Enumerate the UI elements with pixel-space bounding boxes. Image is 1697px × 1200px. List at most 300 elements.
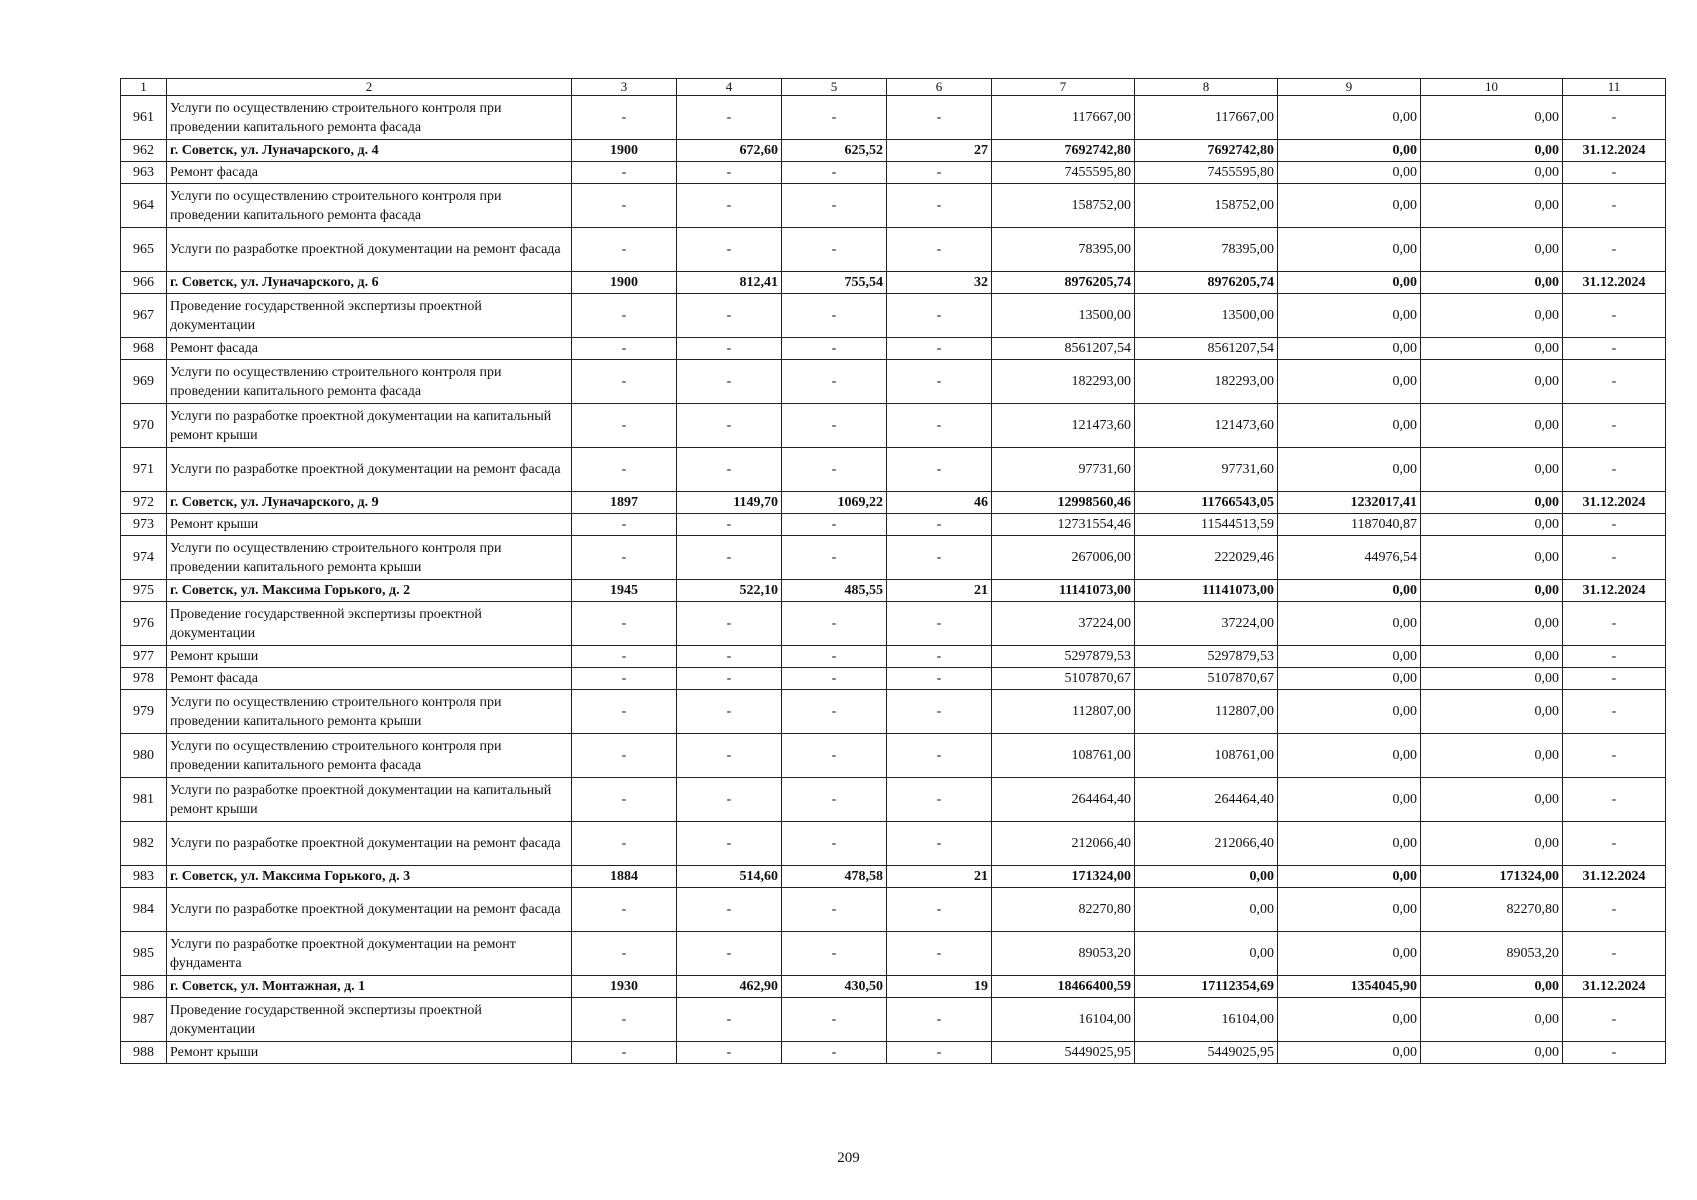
name-cell: Услуги по осуществлению строительного контроля при проведении капитального ремонта фасада: [167, 96, 572, 140]
col6-cell: 32: [887, 272, 992, 294]
col4-cell: -: [677, 690, 782, 734]
col7-cell: 37224,00: [992, 602, 1135, 646]
col6-cell: -: [887, 448, 992, 492]
col5-cell: -: [782, 998, 887, 1042]
col6-cell: 27: [887, 140, 992, 162]
year-cell: -: [572, 690, 677, 734]
col6-cell: -: [887, 734, 992, 778]
row-number-cell: 967: [121, 294, 167, 338]
row-number-cell: 984: [121, 888, 167, 932]
col6-cell: -: [887, 294, 992, 338]
date-cell: 31.12.2024: [1563, 492, 1666, 514]
col7-cell: 267006,00: [992, 536, 1135, 580]
col6-cell: -: [887, 888, 992, 932]
col10-cell: 0,00: [1421, 492, 1563, 514]
col8-cell: 8976205,74: [1135, 272, 1278, 294]
col4-cell: -: [677, 338, 782, 360]
col9-cell: 1354045,90: [1278, 976, 1421, 998]
address-row: [121, 976, 1666, 998]
col9-cell: 44976,54: [1278, 536, 1421, 580]
name-cell: г. Советск, ул. Луначарского, д. 4: [167, 140, 572, 162]
col5-cell: -: [782, 1042, 887, 1064]
col5-cell: -: [782, 162, 887, 184]
col9-cell: 0,00: [1278, 338, 1421, 360]
date-cell: -: [1563, 822, 1666, 866]
col4-cell: 812,41: [677, 272, 782, 294]
col10-cell: 0,00: [1421, 140, 1563, 162]
col5-cell: -: [782, 646, 887, 668]
col6-cell: 21: [887, 580, 992, 602]
address-row: [121, 580, 1666, 602]
col9-cell: 0,00: [1278, 140, 1421, 162]
col10-cell: 0,00: [1421, 668, 1563, 690]
col8-cell: 13500,00: [1135, 294, 1278, 338]
row-number-cell: 973: [121, 514, 167, 536]
col5-cell: 485,55: [782, 580, 887, 602]
year-cell: -: [572, 228, 677, 272]
col4-cell: -: [677, 294, 782, 338]
col8-cell: 108761,00: [1135, 734, 1278, 778]
year-cell: -: [572, 184, 677, 228]
row-number-cell: 985: [121, 932, 167, 976]
col6-cell: -: [887, 536, 992, 580]
col7-cell: 8561207,54: [992, 338, 1135, 360]
name-cell: Проведение государственной экспертизы проектной документации: [167, 294, 572, 338]
header-cell-7: 7: [992, 79, 1135, 96]
col5-cell: 1069,22: [782, 492, 887, 514]
name-cell: Услуги по осуществлению строительного контроля при проведении капитального ремонта крыши: [167, 536, 572, 580]
col7-cell: 82270,80: [992, 888, 1135, 932]
work-row: [121, 184, 1666, 228]
col9-cell: 0,00: [1278, 96, 1421, 140]
col10-cell: 0,00: [1421, 690, 1563, 734]
col7-cell: 11141073,00: [992, 580, 1135, 602]
name-cell: Услуги по разработке проектной документации на ремонт фасада: [167, 228, 572, 272]
col9-cell: 1232017,41: [1278, 492, 1421, 514]
header-cell-10: 10: [1421, 79, 1563, 96]
col6-cell: -: [887, 184, 992, 228]
col4-cell: -: [677, 448, 782, 492]
col5-cell: -: [782, 514, 887, 536]
date-cell: -: [1563, 96, 1666, 140]
table-body: [121, 79, 1666, 1064]
header-cell-4: 4: [677, 79, 782, 96]
work-row: [121, 734, 1666, 778]
col4-cell: 672,60: [677, 140, 782, 162]
col8-cell: 16104,00: [1135, 998, 1278, 1042]
col8-cell: 11141073,00: [1135, 580, 1278, 602]
address-row: [121, 866, 1666, 888]
date-cell: -: [1563, 690, 1666, 734]
col6-cell: -: [887, 778, 992, 822]
work-row: [121, 668, 1666, 690]
col9-cell: 0,00: [1278, 448, 1421, 492]
col7-cell: 264464,40: [992, 778, 1135, 822]
col8-cell: 117667,00: [1135, 96, 1278, 140]
year-cell: -: [572, 734, 677, 778]
col8-cell: 121473,60: [1135, 404, 1278, 448]
date-cell: -: [1563, 294, 1666, 338]
col9-cell: 0,00: [1278, 404, 1421, 448]
col5-cell: -: [782, 778, 887, 822]
name-cell: Ремонт фасада: [167, 162, 572, 184]
col10-cell: 0,00: [1421, 162, 1563, 184]
col10-cell: 0,00: [1421, 976, 1563, 998]
col8-cell: 0,00: [1135, 888, 1278, 932]
name-cell: г. Советск, ул. Монтажная, д. 1: [167, 976, 572, 998]
work-row: [121, 338, 1666, 360]
year-cell: -: [572, 162, 677, 184]
col5-cell: -: [782, 184, 887, 228]
row-number-cell: 974: [121, 536, 167, 580]
col5-cell: -: [782, 822, 887, 866]
col9-cell: 0,00: [1278, 272, 1421, 294]
col8-cell: 97731,60: [1135, 448, 1278, 492]
col7-cell: 5107870,67: [992, 668, 1135, 690]
col4-cell: 514,60: [677, 866, 782, 888]
name-cell: Проведение государственной экспертизы проектной документации: [167, 998, 572, 1042]
col5-cell: -: [782, 294, 887, 338]
header-cell-8: 8: [1135, 79, 1278, 96]
col4-cell: -: [677, 668, 782, 690]
col4-cell: -: [677, 96, 782, 140]
date-cell: -: [1563, 514, 1666, 536]
col7-cell: 108761,00: [992, 734, 1135, 778]
name-cell: Услуги по осуществлению строительного контроля при проведении капитального ремонта фасада: [167, 184, 572, 228]
col7-cell: 158752,00: [992, 184, 1135, 228]
header-cell-9: 9: [1278, 79, 1421, 96]
header-row: [121, 79, 1666, 96]
col8-cell: 17112354,69: [1135, 976, 1278, 998]
col4-cell: -: [677, 778, 782, 822]
col9-cell: 0,00: [1278, 1042, 1421, 1064]
col6-cell: -: [887, 228, 992, 272]
header-cell-1: 1: [121, 79, 167, 96]
col10-cell: 0,00: [1421, 448, 1563, 492]
col6-cell: 21: [887, 866, 992, 888]
col10-cell: 0,00: [1421, 998, 1563, 1042]
year-cell: -: [572, 536, 677, 580]
name-cell: Услуги по осуществлению строительного контроля при проведении капитального ремонта фасада: [167, 360, 572, 404]
col5-cell: -: [782, 228, 887, 272]
col8-cell: 5449025,95: [1135, 1042, 1278, 1064]
col7-cell: 8976205,74: [992, 272, 1135, 294]
col8-cell: 11766543,05: [1135, 492, 1278, 514]
name-cell: Ремонт фасада: [167, 338, 572, 360]
row-number-cell: 982: [121, 822, 167, 866]
col8-cell: 7455595,80: [1135, 162, 1278, 184]
name-cell: Ремонт крыши: [167, 646, 572, 668]
col9-cell: 0,00: [1278, 294, 1421, 338]
col9-cell: 0,00: [1278, 668, 1421, 690]
work-row: [121, 294, 1666, 338]
date-cell: 31.12.2024: [1563, 866, 1666, 888]
name-cell: г. Советск, ул. Максима Горького, д. 2: [167, 580, 572, 602]
year-cell: -: [572, 602, 677, 646]
col8-cell: 112807,00: [1135, 690, 1278, 734]
date-cell: 31.12.2024: [1563, 976, 1666, 998]
col6-cell: -: [887, 404, 992, 448]
header-cell-2: 2: [167, 79, 572, 96]
col10-cell: 0,00: [1421, 602, 1563, 646]
col10-cell: 0,00: [1421, 646, 1563, 668]
col9-cell: 1187040,87: [1278, 514, 1421, 536]
name-cell: Ремонт крыши: [167, 514, 572, 536]
row-number-cell: 968: [121, 338, 167, 360]
year-cell: -: [572, 294, 677, 338]
col6-cell: 46: [887, 492, 992, 514]
col8-cell: 78395,00: [1135, 228, 1278, 272]
col6-cell: -: [887, 514, 992, 536]
row-number-cell: 987: [121, 998, 167, 1042]
work-row: [121, 228, 1666, 272]
work-row: [121, 360, 1666, 404]
col7-cell: 12998560,46: [992, 492, 1135, 514]
row-number-cell: 966: [121, 272, 167, 294]
name-cell: г. Советск, ул. Максима Горького, д. 3: [167, 866, 572, 888]
col4-cell: -: [677, 646, 782, 668]
row-number-cell: 988: [121, 1042, 167, 1064]
col4-cell: 522,10: [677, 580, 782, 602]
col9-cell: 0,00: [1278, 888, 1421, 932]
work-row: [121, 932, 1666, 976]
date-cell: -: [1563, 998, 1666, 1042]
col4-cell: -: [677, 602, 782, 646]
year-cell: -: [572, 998, 677, 1042]
date-cell: -: [1563, 734, 1666, 778]
header-cell-11: 11: [1563, 79, 1666, 96]
year-cell: -: [572, 96, 677, 140]
name-cell: Услуги по разработке проектной документации на ремонт фундамента: [167, 932, 572, 976]
col4-cell: -: [677, 734, 782, 778]
row-number-cell: 980: [121, 734, 167, 778]
col5-cell: -: [782, 690, 887, 734]
date-cell: -: [1563, 602, 1666, 646]
col9-cell: 0,00: [1278, 360, 1421, 404]
col10-cell: 0,00: [1421, 272, 1563, 294]
col4-cell: 1149,70: [677, 492, 782, 514]
date-cell: -: [1563, 184, 1666, 228]
col5-cell: 755,54: [782, 272, 887, 294]
col7-cell: 78395,00: [992, 228, 1135, 272]
date-cell: -: [1563, 778, 1666, 822]
row-number-cell: 961: [121, 96, 167, 140]
page-number: 209: [837, 1150, 860, 1166]
col7-cell: 182293,00: [992, 360, 1135, 404]
date-cell: -: [1563, 404, 1666, 448]
col4-cell: -: [677, 536, 782, 580]
name-cell: г. Советск, ул. Луначарского, д. 6: [167, 272, 572, 294]
col7-cell: 171324,00: [992, 866, 1135, 888]
col5-cell: -: [782, 668, 887, 690]
name-cell: Услуги по осуществлению строительного контроля при проведении капитального ремонта крыши: [167, 690, 572, 734]
col10-cell: 0,00: [1421, 514, 1563, 536]
year-cell: 1897: [572, 492, 677, 514]
col7-cell: 117667,00: [992, 96, 1135, 140]
year-cell: -: [572, 888, 677, 932]
header-cell-5: 5: [782, 79, 887, 96]
col8-cell: 212066,40: [1135, 822, 1278, 866]
col5-cell: -: [782, 360, 887, 404]
name-cell: Услуги по разработке проектной документации на ремонт фасада: [167, 448, 572, 492]
col8-cell: 0,00: [1135, 866, 1278, 888]
date-cell: -: [1563, 162, 1666, 184]
year-cell: -: [572, 448, 677, 492]
year-cell: 1900: [572, 272, 677, 294]
col7-cell: 97731,60: [992, 448, 1135, 492]
col5-cell: 478,58: [782, 866, 887, 888]
date-cell: -: [1563, 888, 1666, 932]
col5-cell: -: [782, 536, 887, 580]
row-number-cell: 979: [121, 690, 167, 734]
col10-cell: 171324,00: [1421, 866, 1563, 888]
year-cell: 1900: [572, 140, 677, 162]
work-row: [121, 646, 1666, 668]
col10-cell: 0,00: [1421, 580, 1563, 602]
date-cell: -: [1563, 932, 1666, 976]
name-cell: Услуги по разработке проектной документации на ремонт фасада: [167, 822, 572, 866]
col6-cell: -: [887, 1042, 992, 1064]
col8-cell: 182293,00: [1135, 360, 1278, 404]
col9-cell: 0,00: [1278, 580, 1421, 602]
year-cell: -: [572, 822, 677, 866]
row-number-cell: 970: [121, 404, 167, 448]
col8-cell: 222029,46: [1135, 536, 1278, 580]
col7-cell: 18466400,59: [992, 976, 1135, 998]
col8-cell: 5297879,53: [1135, 646, 1278, 668]
row-number-cell: 965: [121, 228, 167, 272]
col9-cell: 0,00: [1278, 602, 1421, 646]
work-row: [121, 536, 1666, 580]
col7-cell: 212066,40: [992, 822, 1135, 866]
row-number-cell: 971: [121, 448, 167, 492]
col7-cell: 13500,00: [992, 294, 1135, 338]
col4-cell: -: [677, 932, 782, 976]
col7-cell: 7692742,80: [992, 140, 1135, 162]
col4-cell: -: [677, 404, 782, 448]
date-cell: -: [1563, 448, 1666, 492]
work-row: [121, 602, 1666, 646]
year-cell: -: [572, 668, 677, 690]
work-row: [121, 404, 1666, 448]
col4-cell: -: [677, 514, 782, 536]
col6-cell: -: [887, 96, 992, 140]
work-row: [121, 96, 1666, 140]
col5-cell: 625,52: [782, 140, 887, 162]
year-cell: 1930: [572, 976, 677, 998]
col10-cell: 89053,20: [1421, 932, 1563, 976]
col4-cell: 462,90: [677, 976, 782, 998]
address-row: [121, 272, 1666, 294]
col6-cell: -: [887, 162, 992, 184]
year-cell: -: [572, 338, 677, 360]
year-cell: -: [572, 1042, 677, 1064]
name-cell: Ремонт крыши: [167, 1042, 572, 1064]
work-row: [121, 888, 1666, 932]
col4-cell: -: [677, 162, 782, 184]
col6-cell: -: [887, 360, 992, 404]
work-row: [121, 998, 1666, 1042]
col9-cell: 0,00: [1278, 822, 1421, 866]
col6-cell: -: [887, 690, 992, 734]
row-number-cell: 983: [121, 866, 167, 888]
col7-cell: 89053,20: [992, 932, 1135, 976]
col9-cell: 0,00: [1278, 646, 1421, 668]
col6-cell: -: [887, 668, 992, 690]
year-cell: 1884: [572, 866, 677, 888]
col5-cell: -: [782, 734, 887, 778]
col8-cell: 8561207,54: [1135, 338, 1278, 360]
col5-cell: -: [782, 338, 887, 360]
col10-cell: 0,00: [1421, 536, 1563, 580]
col9-cell: 0,00: [1278, 162, 1421, 184]
col6-cell: -: [887, 998, 992, 1042]
year-cell: 1945: [572, 580, 677, 602]
col10-cell: 0,00: [1421, 778, 1563, 822]
date-cell: -: [1563, 646, 1666, 668]
col4-cell: -: [677, 228, 782, 272]
col9-cell: 0,00: [1278, 778, 1421, 822]
col4-cell: -: [677, 1042, 782, 1064]
date-cell: 31.12.2024: [1563, 140, 1666, 162]
year-cell: -: [572, 778, 677, 822]
row-number-cell: 972: [121, 492, 167, 514]
col8-cell: 158752,00: [1135, 184, 1278, 228]
col10-cell: 0,00: [1421, 184, 1563, 228]
col10-cell: 0,00: [1421, 1042, 1563, 1064]
col6-cell: -: [887, 602, 992, 646]
col9-cell: 0,00: [1278, 998, 1421, 1042]
row-number-cell: 963: [121, 162, 167, 184]
col6-cell: -: [887, 822, 992, 866]
year-cell: -: [572, 514, 677, 536]
header-cell-6: 6: [887, 79, 992, 96]
row-number-cell: 978: [121, 668, 167, 690]
col6-cell: -: [887, 932, 992, 976]
col4-cell: -: [677, 888, 782, 932]
date-cell: 31.12.2024: [1563, 272, 1666, 294]
col9-cell: 0,00: [1278, 228, 1421, 272]
work-row: [121, 1042, 1666, 1064]
work-row: [121, 690, 1666, 734]
row-number-cell: 975: [121, 580, 167, 602]
col9-cell: 0,00: [1278, 184, 1421, 228]
col4-cell: -: [677, 360, 782, 404]
col8-cell: 37224,00: [1135, 602, 1278, 646]
col10-cell: 0,00: [1421, 96, 1563, 140]
date-cell: -: [1563, 338, 1666, 360]
col5-cell: -: [782, 96, 887, 140]
work-row: [121, 822, 1666, 866]
name-cell: Услуги по разработке проектной документации на капитальный ремонт крыши: [167, 778, 572, 822]
col6-cell: -: [887, 646, 992, 668]
row-number-cell: 969: [121, 360, 167, 404]
row-number-cell: 986: [121, 976, 167, 998]
col9-cell: 0,00: [1278, 932, 1421, 976]
col8-cell: 11544513,59: [1135, 514, 1278, 536]
year-cell: -: [572, 646, 677, 668]
row-number-cell: 964: [121, 184, 167, 228]
col10-cell: 0,00: [1421, 822, 1563, 866]
row-number-cell: 962: [121, 140, 167, 162]
col10-cell: 82270,80: [1421, 888, 1563, 932]
col10-cell: 0,00: [1421, 404, 1563, 448]
col10-cell: 0,00: [1421, 360, 1563, 404]
col8-cell: 7692742,80: [1135, 140, 1278, 162]
row-number-cell: 981: [121, 778, 167, 822]
col9-cell: 0,00: [1278, 734, 1421, 778]
col9-cell: 0,00: [1278, 690, 1421, 734]
